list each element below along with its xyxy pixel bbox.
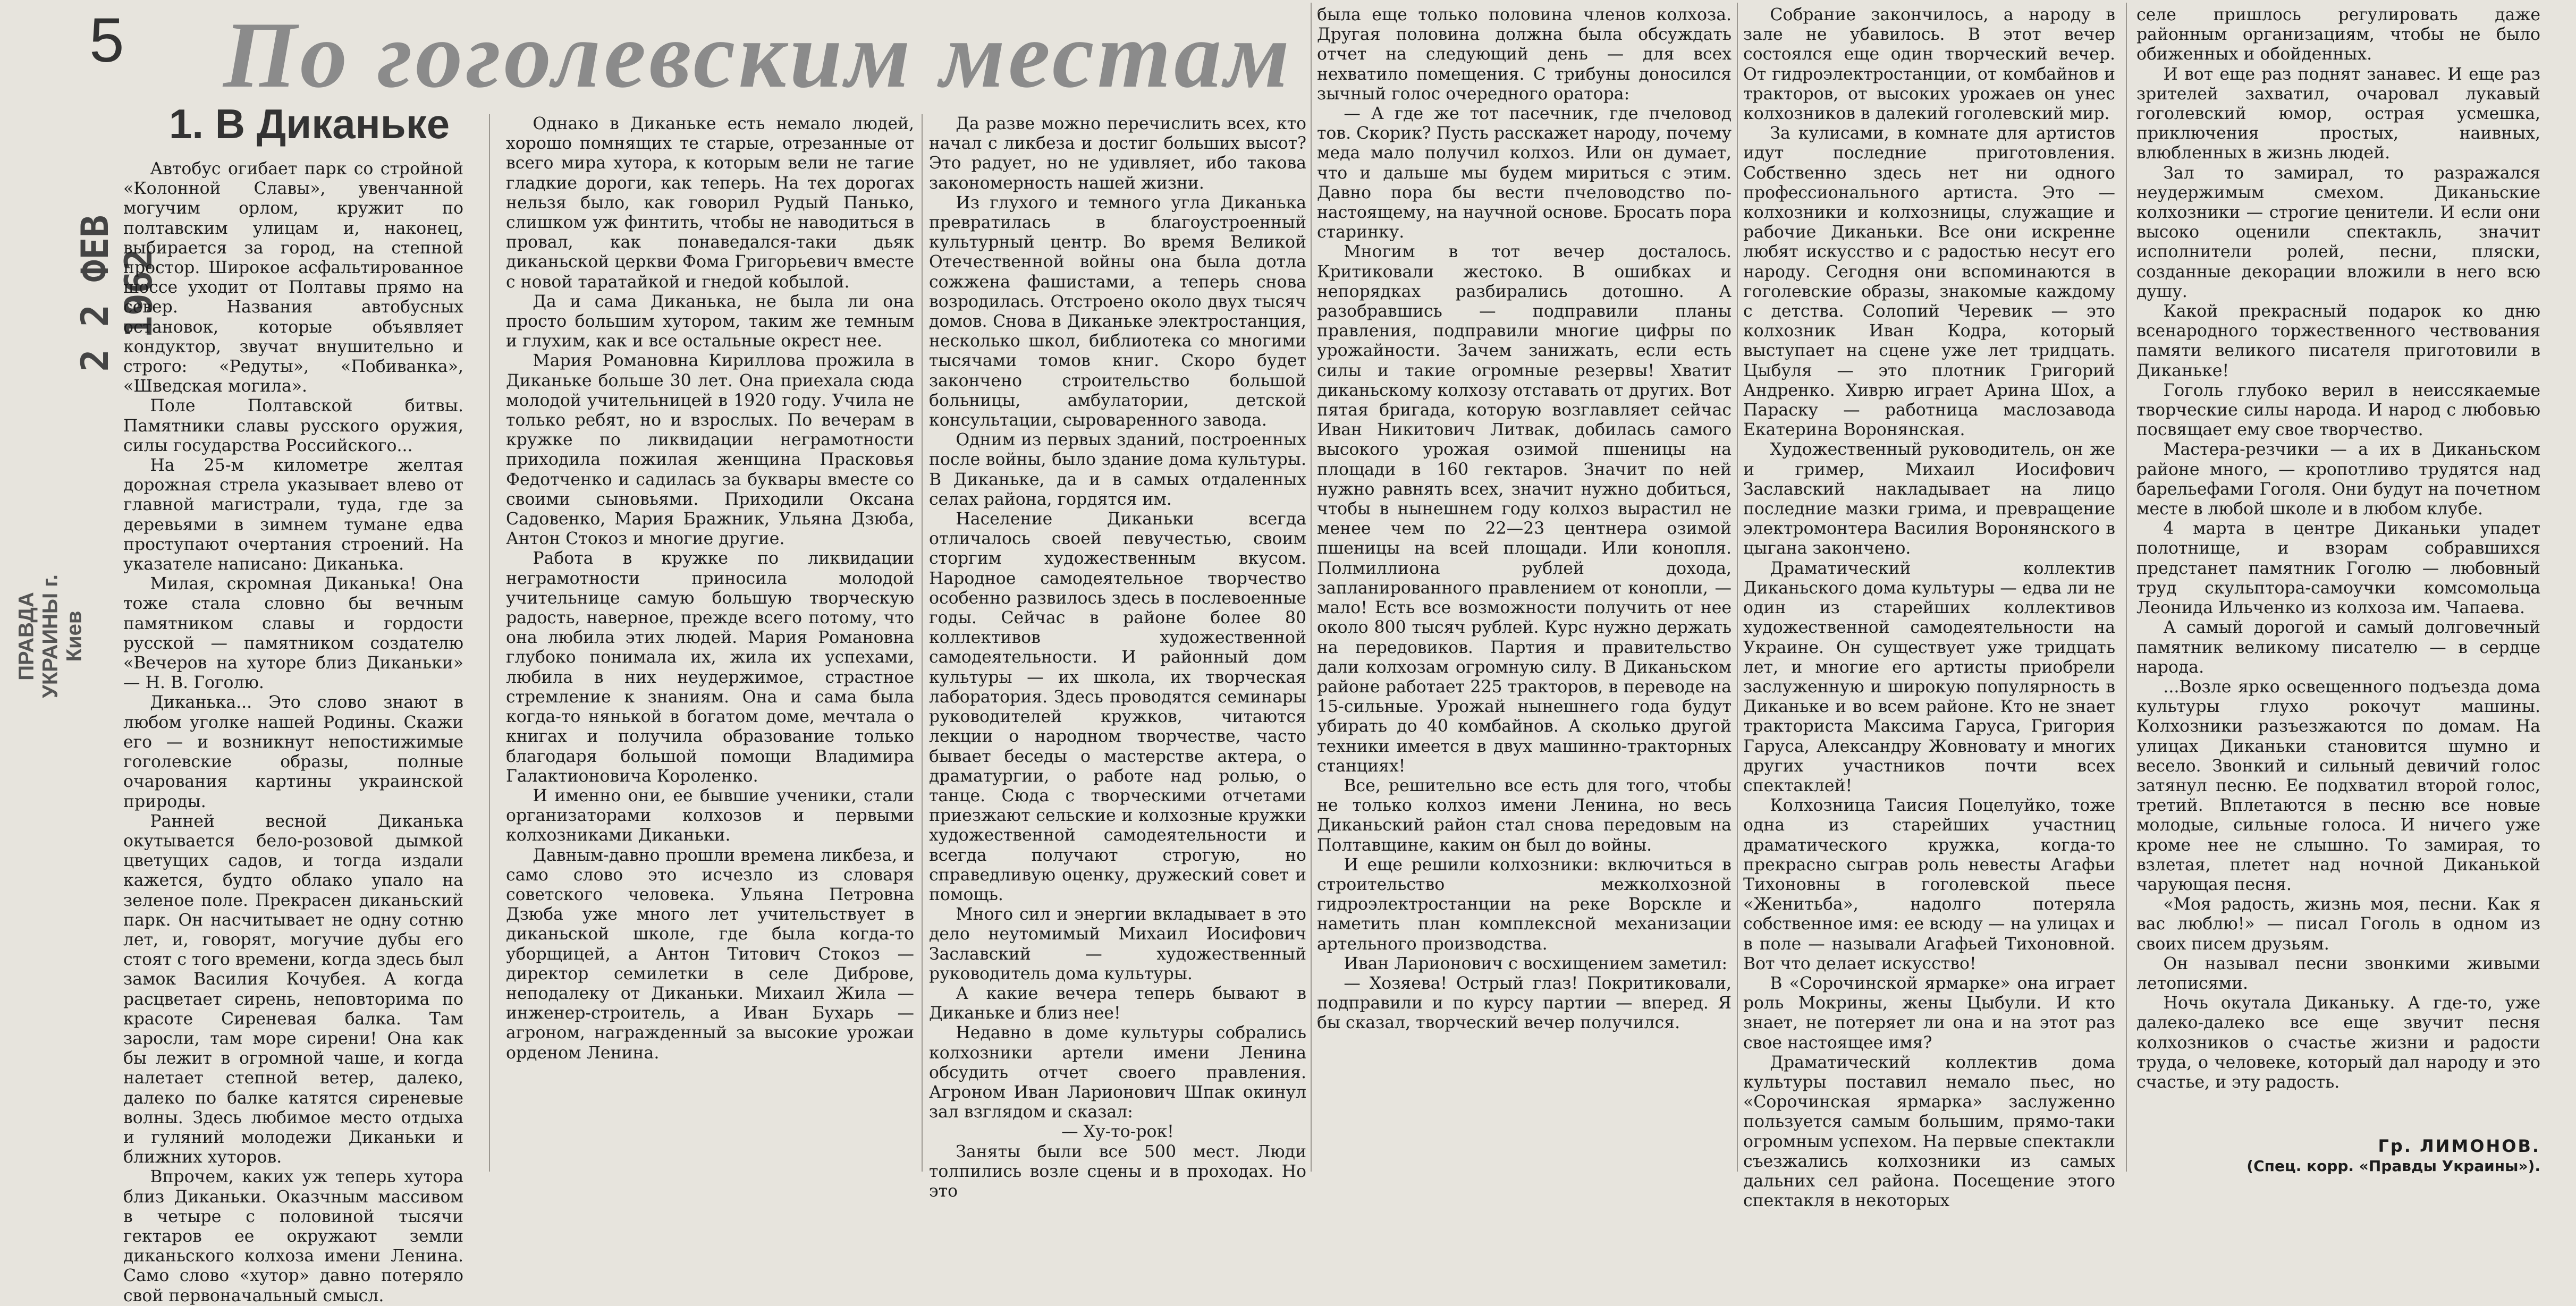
column-divider [922,114,923,1172]
paragraph: Автобус огибает парк со стройной «Колонной Славы», увенчанной могучим орлом, кружит по полтавским улицам и, наконец, выбирается за город, на степной простор. Широкое асфальтированное шоссе уходит от Полтавы прямо на север. Названия автобусных остановок, которые объявляет кондуктор, звучат внушительно и строго: «Редуты», «Побиванка», «Шведская могила». [123,159,463,396]
paragraph: Заняты были все 500 мест. Люди толпились возле сцены и в проходах. Но это [929,1142,1306,1201]
paragraph: Из глухого и темного угла Диканька превратилась в благоустроенный культурный центр. Во время Великой Отечественной войны она была дотла сожжена фашистами, а теперь снова возродилась. Отстроено около двух тысяч домов. Снова в Диканьке электростанция, несколько школ, библиотека со многими тысячами томов книг. Скоро будет закончено строительство большой больницы, амбулатории, детской консультации, сыроваренного завода. [929,193,1306,430]
paragraph: И именно они, ее бывшие ученики, стали организаторами колхозов и первыми колхозниками Диканьки. [506,786,914,845]
paragraph: Да и сама Диканька, не была ли она просто большим хутором, таким же темным и глухим, как и все остальные окрест нее. [506,292,914,351]
paragraph: Зал то замирал, то разражался неудержимым смехом. Диканьские колхозники — строгие ценители. И если они высоко оценили спектакль, значит исполнители ролей, песни, пляски, созданные декорации вложили в него всю душу. [2136,163,2540,301]
column-divider [489,114,490,1172]
paragraph: была еще только половина членов колхоза. Другая половина должна была обсуждать отчет на следующий день — для всех нехватило помещения. С трибуны доносился зычный голос очередного оратора: [1317,5,1732,104]
paragraph: А какие вечера теперь бывают в Диканьке и близ нее! [929,983,1306,1023]
paragraph: На 25-м километре желтая дорожная стрела указывает влево от главной магистрали, туда, где за деревьями в зимнем тумане едва проступают очертания строений. На указателе написано: Диканька. [123,456,463,574]
paragraph: Колхозница Таисия Поцелуйко, тоже одна из старейших участниц драматического кружка, когда-то прекрасно сыграв роль невесты Агафьи Тихоновны в гоголевской пьесе «Женитьба», надолго потеряла собственное имя: ее всюду — на улицах и в поле — называли Агафьей Тихоновной. Вот что делает искусство! [1743,796,2115,973]
paragraph: Много сил и энергии вкладывает в это дело неутомимый Михаил Иосифович Заславский — художественный руководитель дома культуры. [929,905,1306,983]
text-column-5 [1743,5,2115,1211]
paragraph: Милая, скромная Диканька! Она тоже стала словно бы вечным памятником славы и гордости русской — памятником создателю «Вечеров на хуторе близ Диканьки» — Н. В. Гоголю. [123,574,463,693]
paragraph: Он называл песни звонкими живыми летописями. [2136,954,2540,993]
article-subtitle: 1. В Диканьке [169,100,450,147]
paragraph: Драматический коллектив Диканьского дома культуры — едва ли не один из старейших коллективов художественной самодеятельности на Украине. Он существует уже тридцать лет, и многие его артисты приобрели заслуженную и широкую популярность в Диканьке и во всем районе. Кто не знает тракториста Максима Гаруса, Григория Гаруса, Александру Жовновату и многих других участников почти всех спектаклей! [1743,558,2115,795]
paragraph: ...Возле ярко освещенного подъезда дома культуры глухо рокочут машины. Колхозники разъезжаются по домам. На улицах Диканьки становится шумно и весело. Звонкий и сильный девичий голос затянул песню. Ее подхватил второй голос, третий. Вплетаются в песню все новые молодые, сильные голоса. И ничего уже кроме нее не слышно. То замирая, то взлетая, плетет над ночной Диканькой чарующая песня. [2136,677,2540,894]
author-signature: Гр. ЛИМОНОВ. [2378,1136,2540,1156]
paragraph: 4 марта в центре Диканьки упадет полотнище, и взорам собравшихся предстанет памятник Гоголю — любовный труд скульптора-самоучки комсомольца Леонида Ильченко из колхоза им. Чапаева. [2136,519,2540,618]
paragraph: Собрание закончилось, а народу в зале не убавилось. В этот вечер состоялся еще один творческий вечер. От гидроэлектростанции, от комбайнов и тракторов, от высоких урожаев он унес колхозников в далекий гоголевский мир. [1743,5,2115,124]
paragraph: — Хозяева! Острый глаз! Покритиковали, подправили и по курсу партии — вперед. Я бы сказал, творческий вечер получился. [1317,973,1732,1033]
paragraph: Все, решительно все есть для того, чтобы не только колхоз имени Ленина, но весь Диканьский район стал снова передовым на Полтавщине, каким он был до войны. [1317,776,1732,855]
paragraph: Гоголь глубоко верил в неиссякаемые творческие силы народа. И народ с любовью посвящает ему свое творчество. [2136,380,2540,440]
paragraph: Многим в тот вечер досталось. Критиковали жестоко. В ошибках и непорядках разбирались дотошно. А разобравшись — подправили планы правления, подправили многие цифры по урожайности. Зачем занижать, если есть силы и такие огромные резервы! Хватит диканьскому колхозу отставать от других. Вот пятая бригада, которую возглавляет сейчас Иван Никитович Литвак, добилась самого высокого урожая озимой пшеницы на площади в 160 гектаров. Значит по ней нужно равнять всех, значит нужно добиться, чтобы в нынешнем году колхоз вырастил не менее чем по 22—23 центнера озимой пшеницы на всей площади. Или конопля. Полмиллиона рублей дохода, запланированного правлением от конопли, — мало! Есть все возможности получить от нее около 800 тысяч рублей. Курс нужно держать на передовиков. Партия и правительство дали колхозам огромную силу. В Диканьском районе работает 225 тракторов, в переводе на 15-сильные. Урожай нынешнего года будут убирать до 40 комбайнов. А сколько другой техники имеется в двух машинно-тракторных станциях! [1317,242,1732,776]
paragraph: Работа в кружке по ликвидации неграмотности приносила молодой учительнице самую большую творческую радость, наверное, прежде всего потому, что она любила этих людей. Мария Романовна глубоко понимала их, жила их успехами, любила в них неудержимое, страстное стремление к знаниям. Она и сама была когда-то нянькой в богатом доме, мечтала о книгах и получила образование только благодаря большой помощи Владимира Галактионовича Короленко. [506,549,914,786]
paragraph: Какой прекрасный подарок ко дню всенародного торжественного чествования памяти великого писателя приготовили в Диканьке! [2136,302,2540,380]
paragraph: И вот еще раз поднят занавес. И еще раз зрителей захватил, очаровал лукавый гоголевский юмор, острая усмешка, приключения простых, наивных, влюбленных в жизнь людей. [2136,64,2540,163]
quote-line: — Ху-то-рок! [1061,1122,1174,1142]
paragraph: Иван Ларионович с восхищением заметил: [1344,954,1728,973]
paragraph: Ранней весной Диканька окутывается бело-розовой дымкой цветущих садов, и тогда издали кажется, будто облако упало на зеленое поле. Прекрасен диканьский парк. Он насчитывает не одну сотню лет, и, говорят, могучие дубы его стоят с того времени, когда здесь был замок Василия Кочубея. А когда расцветает сирень, неповторима по красоте Сиреневая балка. Там заросли, там море сирени! Она как бы лежит в огромной чаше, и когда налетает степной ветер, далеко, далеко по балке катятся сиреневые волны. Здесь любимое место отдыха и гуляний молодежи Диканьки и ближних хуторов. [123,811,463,1167]
paragraph: — А где же тот пасечник, где пчеловод тов. Скорик? Пусть расскажет народу, почему меда мало получил колхоз. Или он думает, что и дальше мы будем мириться с этим. Давно пора бы вести пчеловодство по-настоящему, на научной основе. Бросать пора старинку. [1317,104,1732,242]
text-column-4 [1317,5,1732,1033]
column-divider [1311,3,1312,1172]
paragraph: И еще решили колхозники: включиться в строительство межколхозной гидроэлектростанции на реке Ворскле и наметить план комплексной механизации артельного производства. [1317,855,1732,954]
text-column-1 [123,159,463,1306]
paragraph: «Моя радость, жизнь моя, песни. Как я вас люблю!» — писал Гоголь в одном из своих писем друзьям. [2136,895,2540,954]
paragraph: Поле Полтавской битвы. Памятники славы русского оружия, силы государства Российского... [123,396,463,455]
paragraph: селе пришлось регулировать даже районным организациям, чтобы не было обиженных и обойденных. [2136,5,2540,64]
paragraph: Мастера-резчики — а их в Диканьском районе много, — кропотливо трудятся над барельефами Гоголя. Они будут на почетном месте в любой школе и в любом клубе. [2136,440,2540,519]
paragraph: Ночь окутала Диканьку. А где-то, уже далеко-далеко все еще звучит песня колхозников о счастье жизни и радости труда, о человеке, который дал народу и это счастье, и эту радость. [2136,994,2540,1092]
paragraph: За кулисами, в комнате для артистов идут последние приготовления. Собственно здесь нет ни одного профессионального артиста. Это — колхозники и колхозницы, служащие и рабочие Диканьки. Все они искренне любят искусство и с радостью несут его народу. Сегодня они вспоминаются в гоголевские образы, знакомые каждому с детства. Солопий Черевик — это колхозник Иван Кодра, который выступает на сцене уже лет тридцать. Цыбуля — это плотник Григорий Андренко. Хиврю играет Арина Шох, а Параску — работница маслозавода Екатерина Воронянская. [1743,124,2115,440]
author-byline: (Спец. корр. «Правды Украины»). [2246,1157,2540,1175]
paragraph: Художественный руководитель, он же и гример, Михаил Иосифович Заславский накладывает на лицо последние мазки грима, и превращение электромонтера Василия Воронянского в цыгана закончено. [1743,440,2115,558]
paragraph: Да разве можно перечислить всех, кто начал с ликбеза и достиг больших высот? Это радует, но не удивляет, ибо такова закономерность нашей жизни. [929,114,1306,193]
paragraph: Давным-давно прошли времена ликбеза, и само слово это исчезло из словаря советского человека. Ульяна Петровна Дзюба уже много лет учительствует в диканьской школе, где была когда-то уборщицей, а Антон Титович Стокоз — директор семилетки в селе Диброве, неподалеку от Диканьки. Михаил Жила — инженер-строитель, а Иван Бухарь — агроном, награжденный за высокие урожаи орденом Ленина. [506,845,914,1063]
article-headline: По гоголевским местам [223,2,1293,107]
text-column-3 [929,114,1306,1201]
text-column-2 [506,114,914,1063]
archive-paper-stamp: ПРАВДА УКРАИНЫ г. Киев [14,574,86,699]
paragraph: Мария Романовна Кириллова прожила в Диканьке больше 30 лет. Она приехала сюда молодой учительницей в 1920 году. Учила не только ребят, но и взрослых. По вечерам в кружке по ликвидации неграмотности приходила пожилая женщина Прасковья Федотченко и садилась за буквары вместе со своими сыновьями. Приходили Оксана Садовенко, Мария Бражник, Ульяна Дзюба, Антон Стокоз и многие другие. [506,351,914,549]
paragraph: Население Диканьки всегда отличалось своей певучестью, своим сторгим художественным вкусом. Народное самодеятельное творчество особенно развилось здесь в послевоенные годы. Сейчас в районе более 80 коллективов художественной самодеятельности. И районный дом культуры — их школа, их творческая лаборатория. Здесь проводятся семинары руководителей кружков, читаются лекции о народном творчестве, часто бывает беседы о мастерстве актера, о драматургии, о работе над ролью, о танце. Сюда с творческими отчетами приезжают сельские и колхозные кружки художественной самодеятельности и всегда получают строгую, но справедливую оценку, дружеский совет и помощь. [929,510,1306,904]
column-divider [1737,3,1738,1172]
column-divider [2126,3,2127,1172]
text-column-6 [2136,5,2540,1092]
paragraph: А самый дорогой и самый долговечный памятник великому писателю — в сердце народа. [2136,618,2540,677]
paragraph: Диканька... Это слово знают в любом уголке нашей Родины. Скажи его — и возникнут непостижимые гоголевские образы, полные очарования картины украинской природы. [123,693,463,811]
paragraph: В «Сорочинской ярмарке» она играет роль Мокрины, жены Цыбули. И кто знает, не потеряет ли она и на этот раз свое настоящее имя? [1743,973,2115,1053]
paragraph: Впрочем, каких уж теперь хутора близ Диканьки. Оказчным массивом в четыре с половиной тысячи гектаров ее окружают земли диканьского колхоза имени Ленина. Само слово «хутор» давно потеряло свой первоначальный смысл. [123,1167,463,1305]
paragraph: Одним из первых зданий, построенных после войны, было здание дома культуры. В Диканьке, да и в самых отдаленных селах района, гордятся им. [929,430,1306,509]
paragraph: Однако в Диканьке есть немало людей, хорошо помнящих те старые, отрезанные от всего мира хутора, к которым вели не тагие гладкие дороги, как теперь. На тех дорогах нельзя было, как говорил Рудый Панько, слишком уж финтить, чтобы не наводиться в провал, как понаведался-таки дьяк диканьской церкви Фома Григорьевич вместе с новой таратайкой и гнедой кобылой. [506,114,914,292]
page-number: 5 [89,5,124,75]
archive-date-stamp: 2 2 ФЕВ 1962 [73,215,161,372]
paragraph: Недавно в доме культуры собрались колхозники артели имени Ленина обсудить отчет своего правления. Агроном Иван Ларионович Шпак окинул зал взглядом и сказал: [929,1023,1306,1122]
paragraph: Драматический коллектив дома культуры поставил немало пьес, но «Сорочинская ярмарка» заслуженно пользуется самым большим, прямо-таки огромным успехом. На первые спектакли съезжались колхозники из самых дальних сел района. Посещение этого спектакля в некоторых [1743,1053,2115,1211]
